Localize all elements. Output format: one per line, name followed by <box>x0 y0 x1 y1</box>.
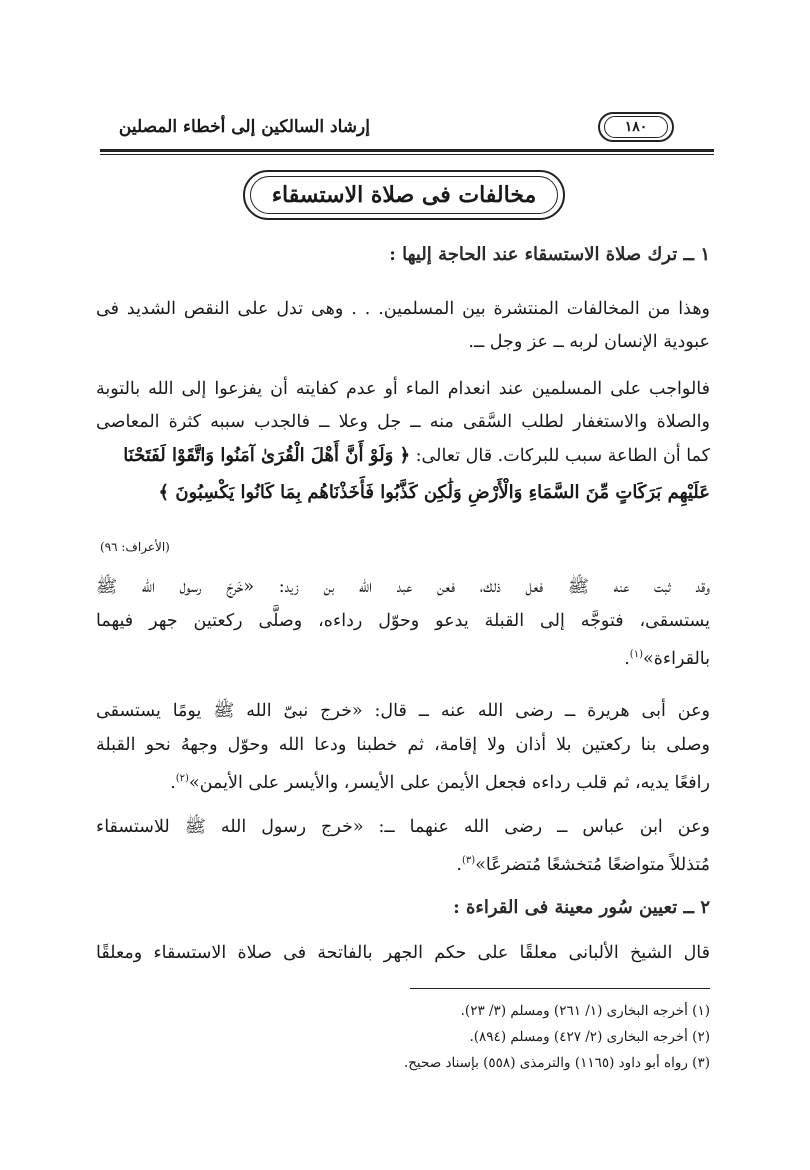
header-rule <box>100 149 714 152</box>
book-title: إرشاد السالكين إلى أخطاء المصلين <box>118 117 370 137</box>
quran-verse-end: عَلَيْهِم بَرَكَاتٍ مِّنَ السَّمَاءِ وَالْأَرْضِ وَلَٰكِن كَذَّبُوا فَأَخَذْنَاهُم بِمَا كَانُوا يَكْسِبُونَ ﴾ <box>158 482 710 503</box>
paragraph-5-line-2-text: مُتذللاً متواضعًا مُتخشعًا مُتضرعًا» <box>475 854 710 875</box>
footnote-ref-2: (٢) <box>175 773 189 784</box>
paragraph-2-line-2: والصلاة والاستغفار لطلب السَّقى منه ــ جل وعلا ــ فالجدب سببه كثرة المعاصى <box>96 412 710 432</box>
paragraph-3-line-2: يستسقى، فتوجَّه إلى القبلة يدعو وحوّل رداءه، وصلَّى ركعتين جهر فيهما <box>96 611 710 631</box>
footnote-2: (٢) أخرجه البخارى (٢/ ٤٢٧) ومسلم (٨٩٤). <box>469 1029 710 1045</box>
footnote-separator <box>410 988 710 989</box>
paragraph-3-line-3: بالقراءة»$^{(١)}$. <box>624 648 710 669</box>
paragraph-6-line-1: قال الشيخ الألبانى معلقًا على حكم الجهر بالفاتحة فى صلاة الاستسقاء ومعلقًا <box>96 943 710 963</box>
paragraph-2-line-3 <box>96 441 710 471</box>
footnote-3: (٣) رواه أبو داود (١١٦٥) والترمذى (٥٥٨) بإسناد صحيح. <box>403 1055 710 1071</box>
heading-2: ٢ ــ تعيين سُور معينة فى القراءة : <box>453 897 710 918</box>
heading-1: ١ ــ ترك صلاة الاستسقاء عند الحاجة إليها : <box>389 244 710 265</box>
paragraph-4-line-2: وصلى بنا ركعتين بلا أذان ولا إقامة، ثم خطبنا ودعا الله وحوّل وجههُ نحو القبلة <box>96 735 710 755</box>
verse-reference: (الأعراف: ٩٦) <box>100 540 170 554</box>
footnote-ref-3: (٣) <box>462 855 476 866</box>
header-rule-thin <box>100 154 714 155</box>
section-title: مخالفات فى صلاة الاستسقاء <box>250 176 558 214</box>
paragraph-2-line-1: فالواجب على المسلمين عند انعدام الماء أو عدم كفايته أن يفزعوا إلى الله بالتوبة <box>96 379 710 399</box>
paragraph-4-line-3-text: رافعًا يديه، ثم قلب رداءه فجعل الأيمن على الأيسر، والأيسر على الأيمن» <box>188 772 710 793</box>
page-number: ١٨٠ <box>604 116 668 138</box>
quran-verse-start: ﴿ وَلَوْ أَنَّ أَهْلَ الْقُرَىٰ آمَنُوا وَاتَّقَوْا لَفَتَحْنَا <box>123 445 411 466</box>
paragraph-2-line-3-text: كما أن الطاعة سبب للبركات. قال تعالى: <box>415 446 710 466</box>
footnote-ref-1: (١) <box>629 649 643 660</box>
page-number-badge <box>598 112 674 142</box>
paragraph-1-line-2: عبودية الإنسان لربه ــ عز وجل ــ. <box>468 332 710 352</box>
footnote-1: (١) أخرجه البخارى (١/ ٢٦١) ومسلم (٣/ ٢٣). <box>460 1003 710 1019</box>
paragraph-5-line-2: مُتذللاً متواضعًا مُتخشعًا مُتضرعًا»$^{(٣)}$. <box>456 854 710 875</box>
section-title-frame <box>243 170 565 220</box>
paragraph-3-line-3-text: بالقراءة» <box>642 648 710 669</box>
paragraph-5-line-1: وعن ابن عباس ــ رضى الله عنهما ــ: «خرج رسول الله ﷺ للاستسقاء <box>96 817 710 837</box>
paragraph-1-line-1: وهذا من المخالفات المنتشرة بين المسلمين. . . وهى تدل على النقص الشديد فى <box>96 299 710 319</box>
paragraph-3-line-1: وقد ثبت عنه ﷺ فعل ذلك، فعن عبد الله بن زيد: «خَرجَ رسول الله ﷺ <box>96 577 710 597</box>
paragraph-4-line-3: رافعًا يديه، ثم قلب رداءه فجعل الأيمن على الأيسر، والأيسر على الأيمن»$^{(٢)}$. <box>170 772 710 793</box>
paragraph-4-line-1: وعن أبى هريرة ــ رضى الله عنه ــ قال: «خرج نبىّ الله ﷺ يومًا يستسقى <box>96 701 710 721</box>
